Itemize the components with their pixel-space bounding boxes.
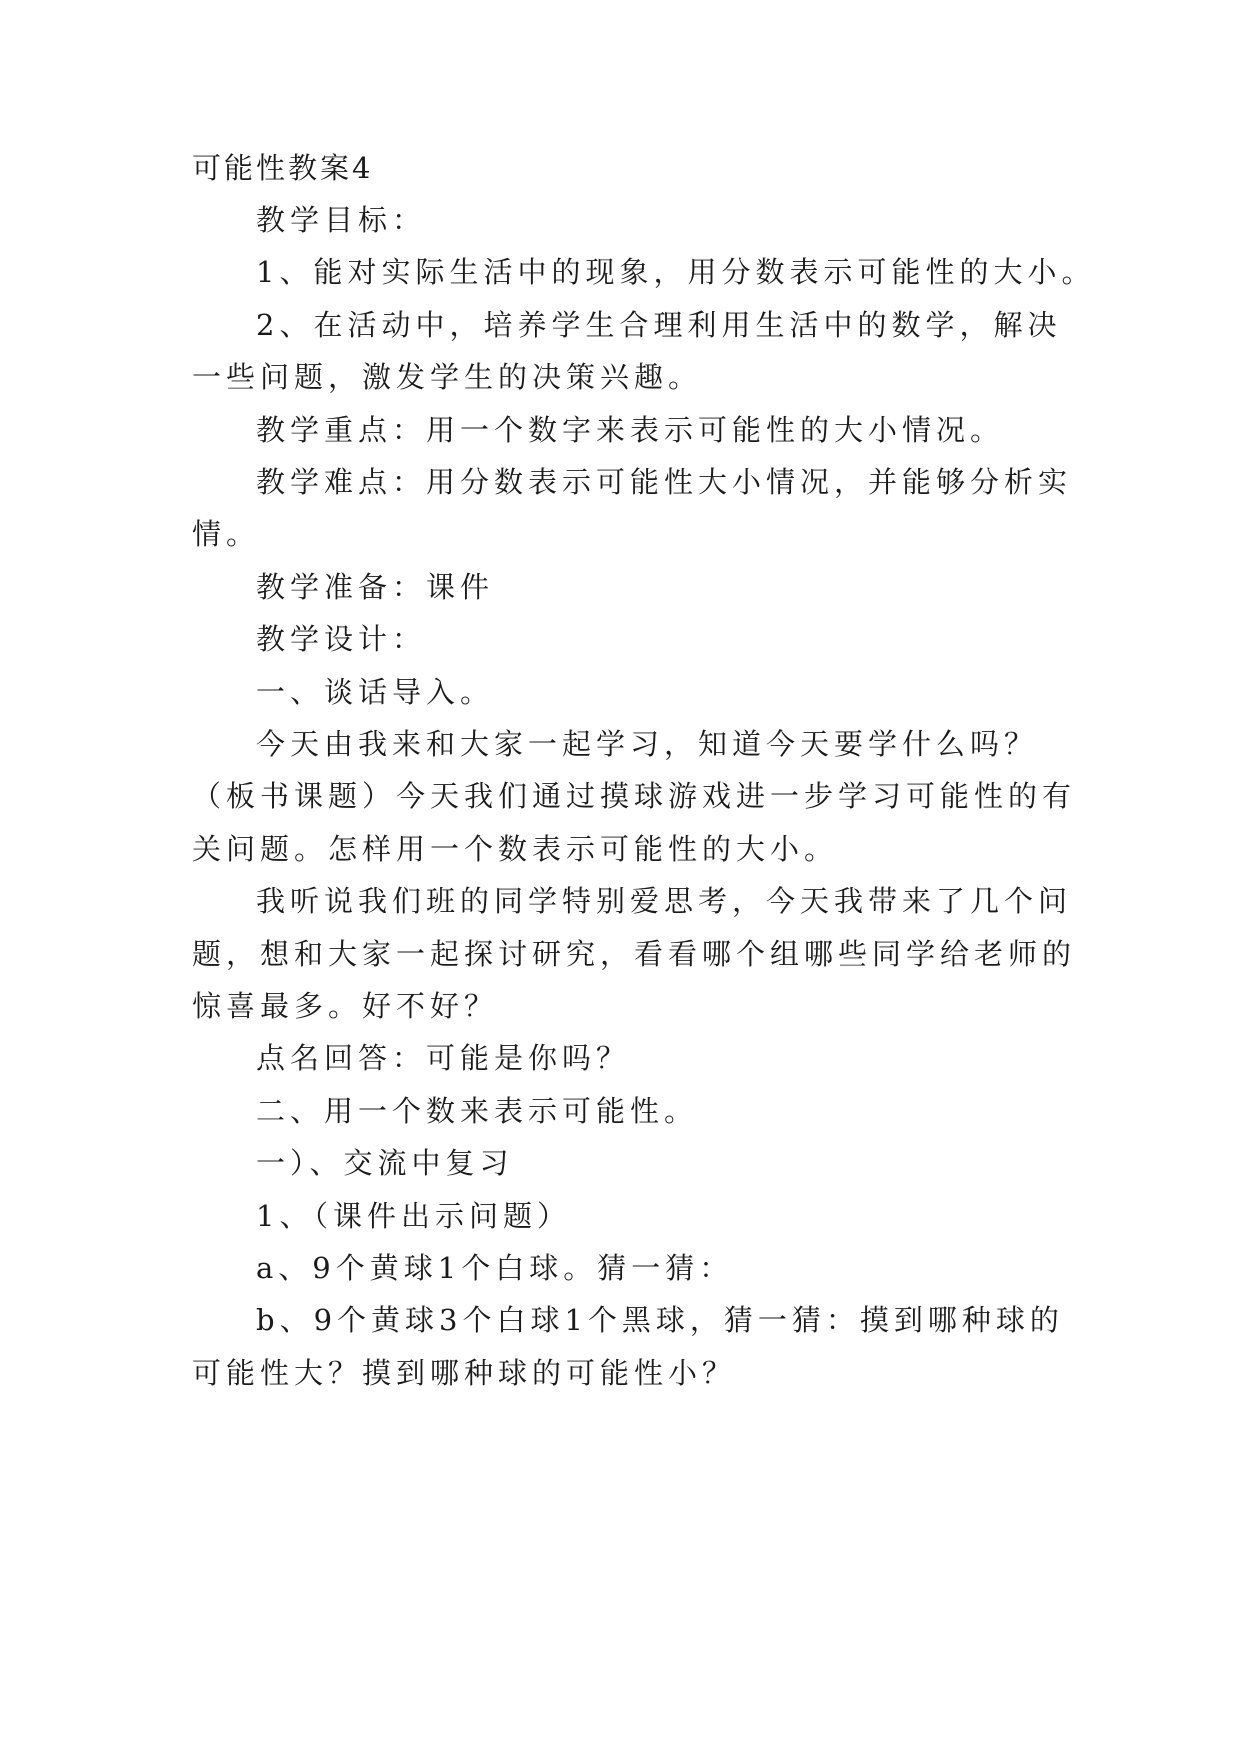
paragraph-line: a、9个黄球1个白球。猜一猜： (256, 1251, 734, 1285)
paragraph-line: 一）、交流中复习 (256, 1146, 514, 1180)
paragraph-line: 教学目标： (256, 203, 427, 237)
paragraph-line: b、9个黄球3个白球1个黑球，猜一猜：摸到哪种球的 (256, 1303, 1064, 1337)
paragraph-line: 关问题。怎样用一个数表示可能性的大小。 (192, 832, 839, 866)
paragraph-line: 情。 (192, 517, 261, 551)
paragraph-line: 教学难点：用分数表示可能性大小情况，并能够分析实 (256, 465, 1073, 499)
paragraph-line: 一些问题，激发学生的决策兴趣。 (192, 360, 703, 394)
paragraph-line: 今天由我来和大家一起学习，知道今天要学什么吗？ (256, 727, 1039, 761)
paragraph-line: 我听说我们班的同学特别爱思考，今天我带来了几个问 (256, 884, 1073, 918)
paragraph-line: 教学重点：用一个数字来表示可能性的大小情况。 (256, 413, 1005, 447)
paragraph-line: 一、谈话导入。 (256, 675, 495, 709)
paragraph-line: （板书课题）今天我们通过摸球游戏进一步学习可能性的有 (192, 779, 1077, 813)
paragraph-line: 点名回答：可能是你吗？ (256, 1041, 631, 1075)
paragraph-line: 可能性大？摸到哪种球的可能性小？ (192, 1356, 737, 1390)
paragraph-line: 题，想和大家一起探讨研究，看看哪个组哪些同学给老师的 (192, 937, 1077, 971)
paragraph-line: 惊喜最多。好不好？ (192, 989, 499, 1023)
paragraph-line: 1、能对实际生活中的现象，用分数表示可能性的大小。 (256, 255, 1096, 289)
document-title: 可能性教案4 (192, 151, 374, 185)
paragraph-line: 2、在活动中，培养学生合理利用生活中的数学，解决 (256, 308, 1062, 342)
paragraph-line: 二、用一个数来表示可能性。 (256, 1094, 699, 1128)
paragraph-line: 教学准备：课件 (256, 570, 495, 604)
paragraph-line: 1、（课件出示问题） (256, 1199, 571, 1233)
paragraph-line: 教学设计： (256, 622, 427, 656)
